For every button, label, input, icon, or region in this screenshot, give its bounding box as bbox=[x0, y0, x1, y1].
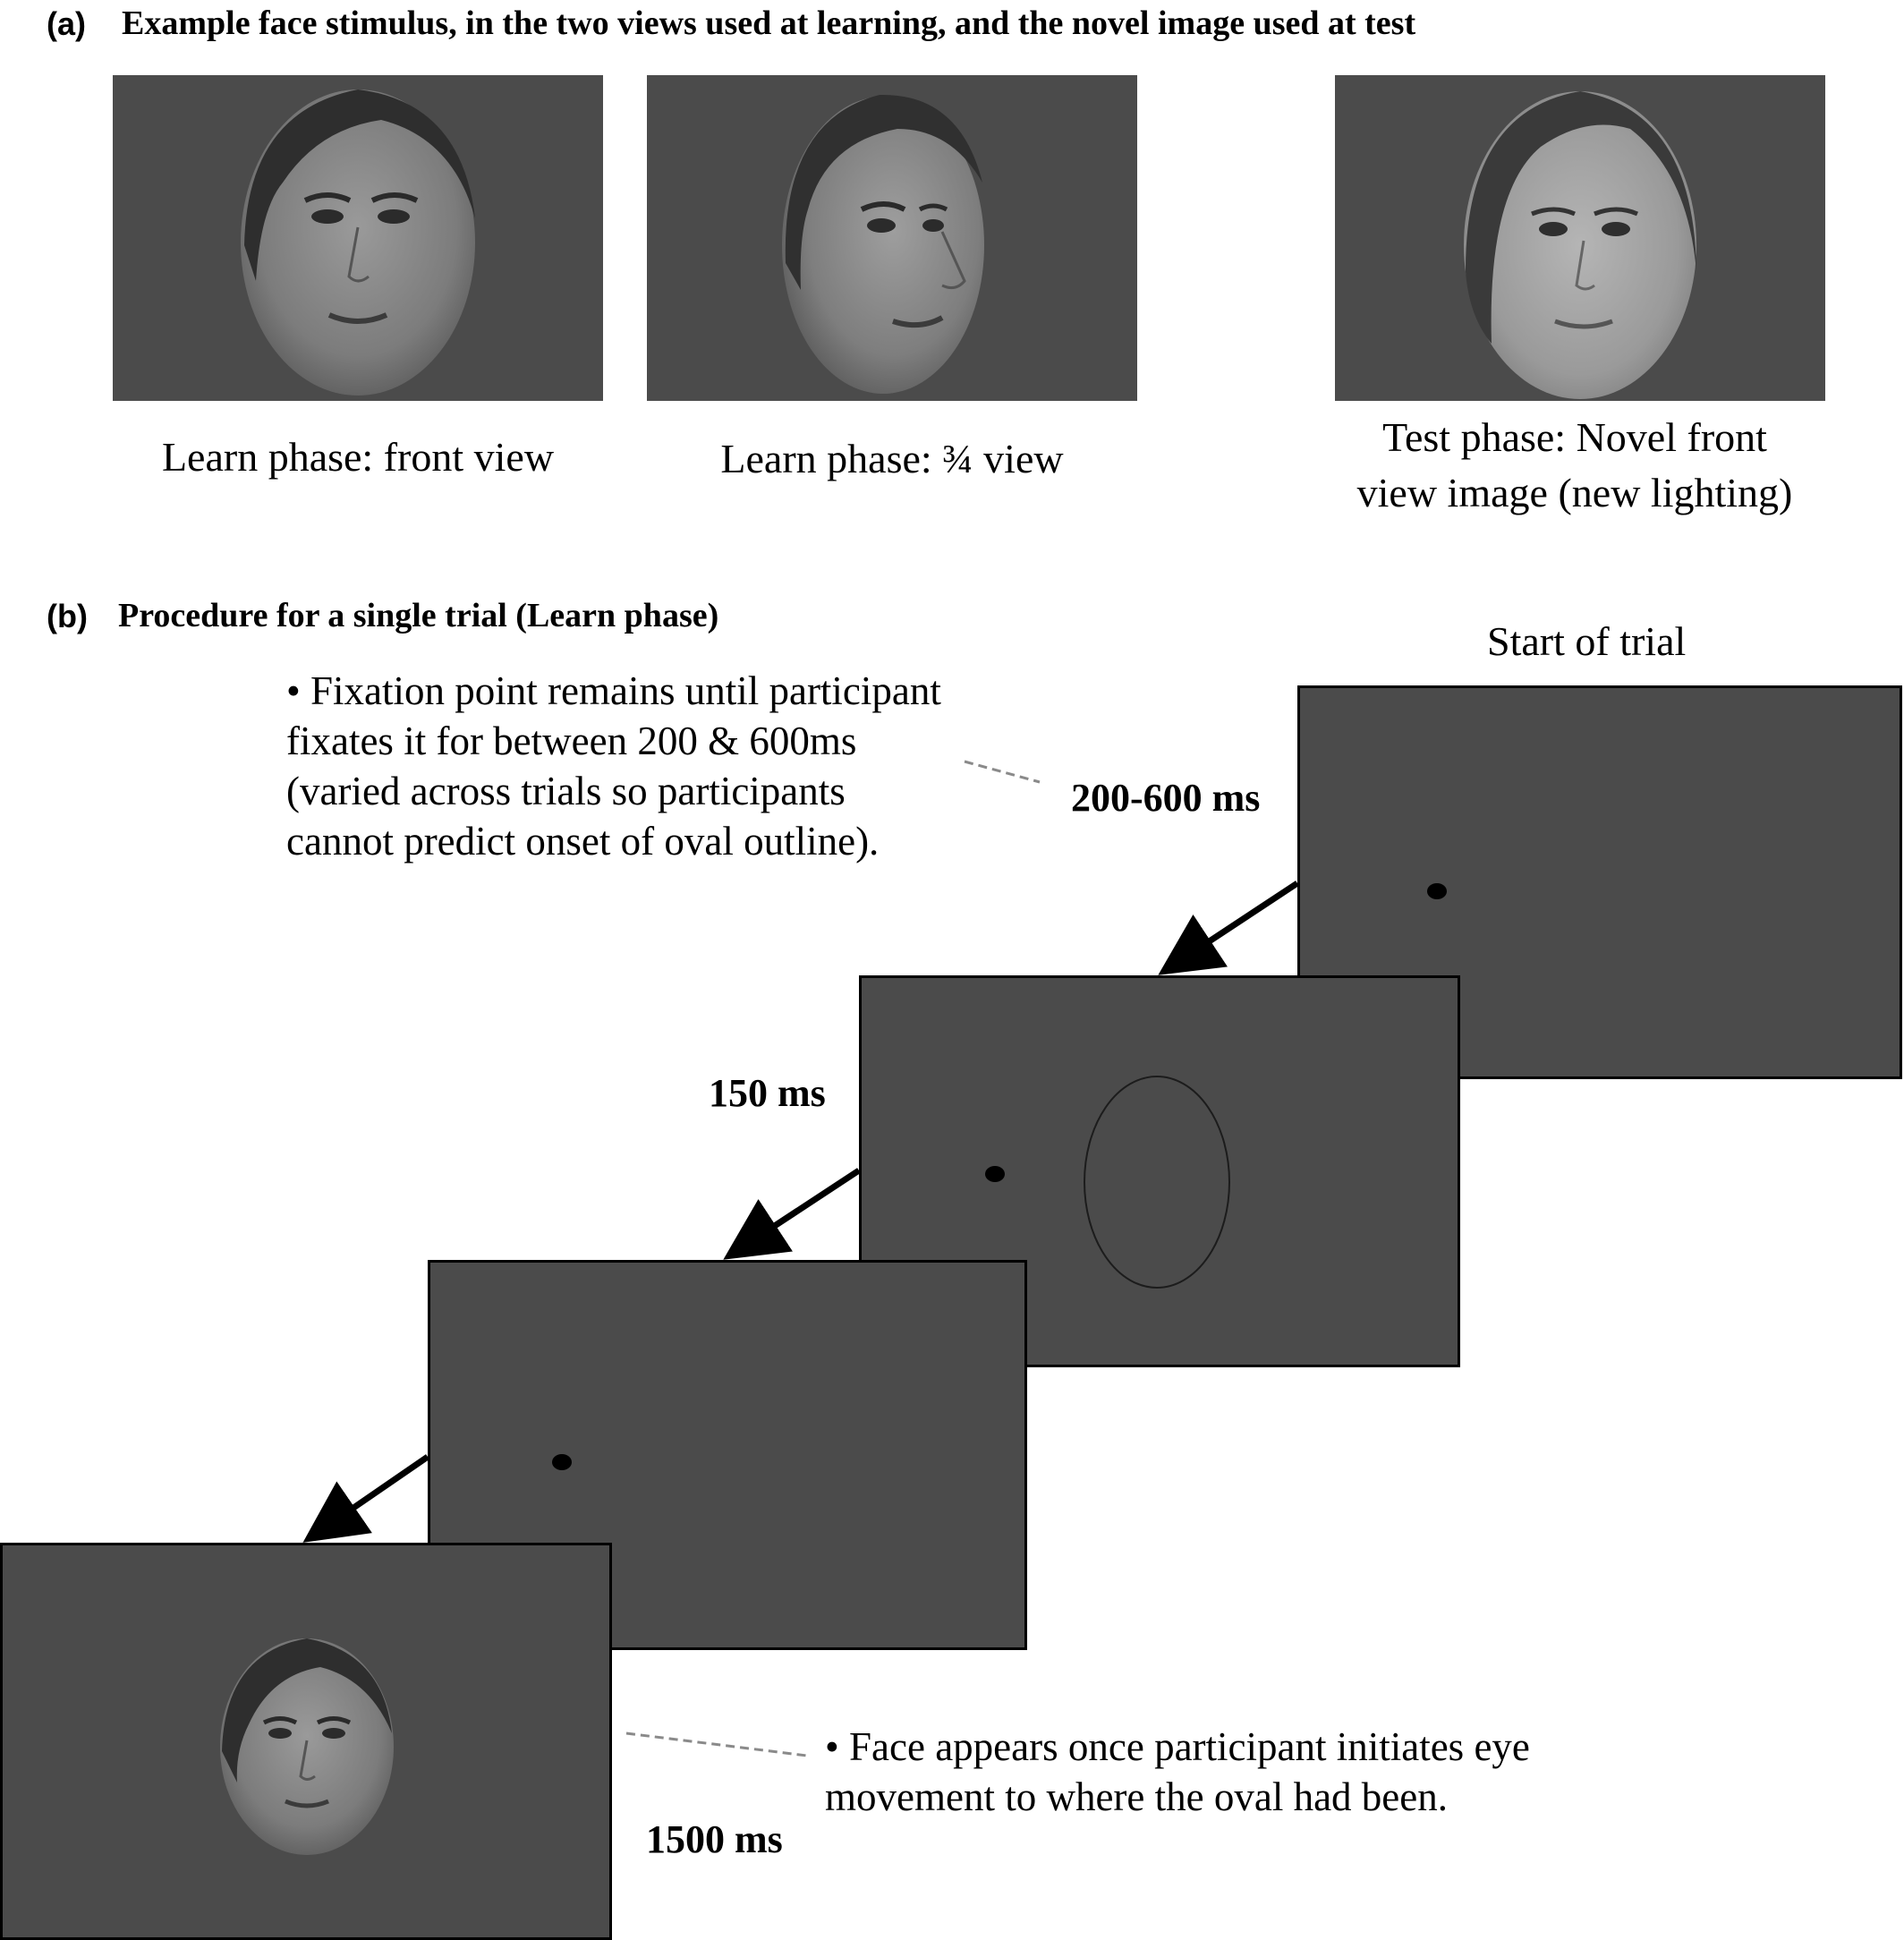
leader-fixation-note bbox=[965, 762, 1040, 782]
screen-face bbox=[0, 1543, 612, 1940]
fixation-dot bbox=[552, 1454, 572, 1470]
note-line: cannot predict onset of oval outline). bbox=[286, 819, 880, 864]
caption-line: Learn phase: ¾ view bbox=[720, 436, 1064, 481]
note-line: • Face appears once participant initiates eye bbox=[825, 1724, 1530, 1769]
caption-test-novel bbox=[1297, 410, 1852, 521]
test-novel-front-view-image bbox=[1335, 75, 1825, 401]
caption-line: Test phase: Novel front bbox=[1382, 414, 1767, 460]
caption-line: Learn phase: front view bbox=[161, 434, 555, 480]
caption-learn-three-quarter bbox=[647, 431, 1137, 487]
timing-oval: 150 ms bbox=[709, 1071, 826, 1115]
learn-three-quarter-view-image bbox=[647, 75, 1137, 401]
note-line: (varied across trials so participants bbox=[286, 769, 846, 813]
face-front-photo-icon bbox=[113, 75, 603, 401]
note-line: movement to where the oval had been. bbox=[825, 1774, 1449, 1819]
fixation-dot bbox=[985, 1166, 1005, 1182]
panel-b-title: Procedure for a single trial (Learn phase) bbox=[118, 597, 719, 634]
caption-learn-front bbox=[113, 430, 603, 485]
note-line: fixates it for between 200 & 600ms bbox=[286, 719, 857, 763]
oval-outline-icon bbox=[1084, 1066, 1262, 1298]
panel-a-title: Example face stimulus, in the two views used at learning, and the novel image used at test bbox=[122, 4, 1416, 42]
caption-line: view image (new lighting) bbox=[1356, 470, 1793, 515]
fixation-note bbox=[286, 666, 941, 866]
arrow-to-blank-screen bbox=[734, 1170, 859, 1253]
start-of-trial-label: Start of trial bbox=[1487, 618, 1687, 664]
timing-fixation: 200-600 ms bbox=[1071, 776, 1261, 820]
arrow-to-oval-screen bbox=[1169, 883, 1297, 968]
panel-b-label: (b) bbox=[47, 598, 88, 634]
timing-face: 1500 ms bbox=[646, 1817, 783, 1861]
face-note bbox=[825, 1722, 1530, 1822]
face-front-new-lighting-photo-icon bbox=[1335, 75, 1825, 401]
face-front-photo-icon bbox=[217, 1635, 396, 1859]
panel-a-label: (a) bbox=[47, 5, 86, 42]
note-line: • Fixation point remains until participant bbox=[286, 668, 941, 713]
face-three-quarter-photo-icon bbox=[647, 75, 1137, 401]
leader-face-note bbox=[626, 1733, 807, 1756]
fixation-dot bbox=[1427, 883, 1447, 899]
learn-front-view-image bbox=[113, 75, 603, 401]
arrow-to-face-screen bbox=[313, 1457, 428, 1536]
